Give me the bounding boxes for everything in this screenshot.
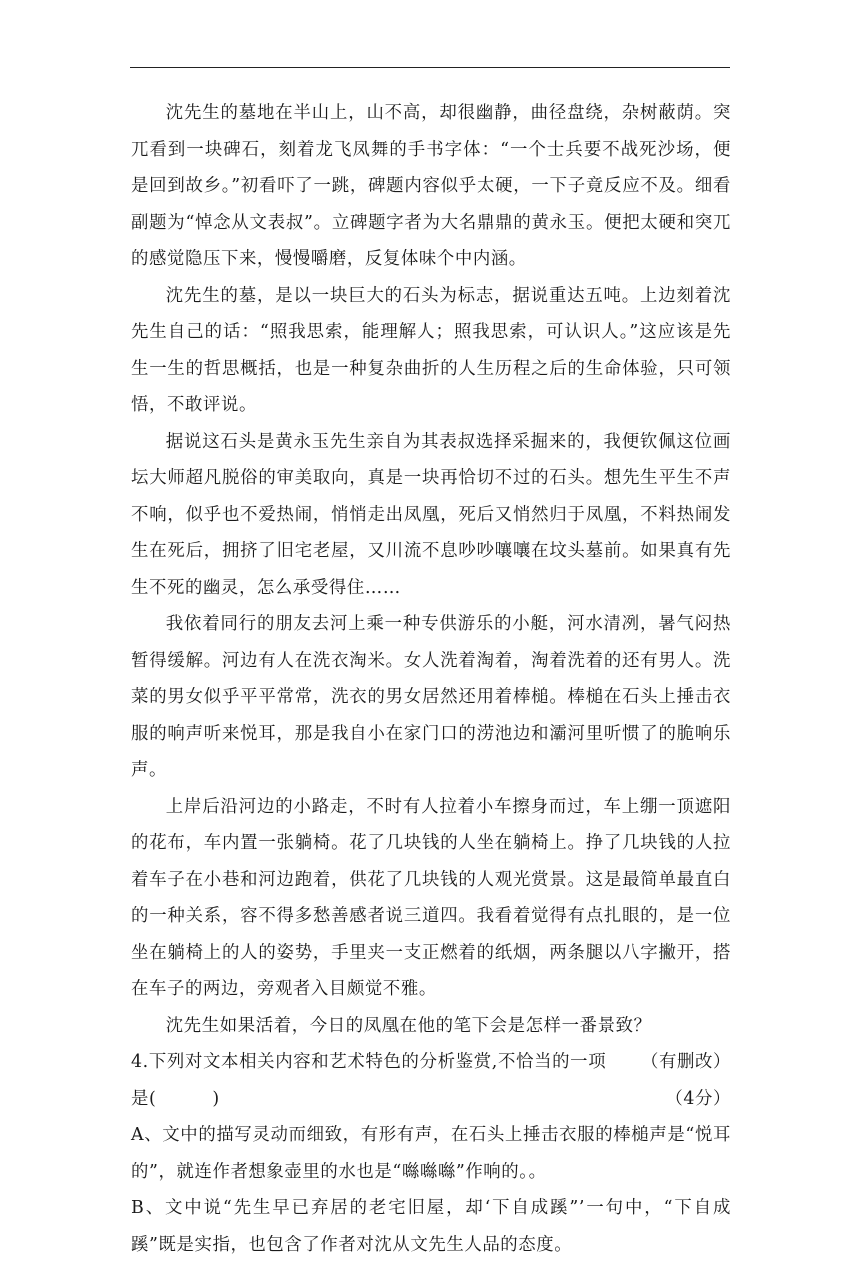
closing-text: 沈先生如果活着，今日的凤凰在他的笔下会是怎样一番景致？	[165, 1015, 652, 1036]
paragraph-1: 沈先生的墓地在半山上，山不高，却很幽静，曲径盘绕，杂树蔽荫。突兀看到一块碑石，刻着龙飞凤舞的手书字体：“一个士兵要不战死沙场，便是回到故乡。”初看吓了一跳，碑题内容似乎太硬，一下子竟反应不及。细看副题为“悼念从文表叔”。立碑题字者为大名鼎鼎的黄永玉。便把太硬和突兀的感觉隐压下来，慢慢嚼磨，反复体味个中内涵。	[131, 103, 731, 269]
option-a: A、文中的描写灵动而细致，有形有声，在石头上捶击衣服的棒槌声是“悦耳的”，就连作者想象壶里的水也是“噝噝噝”作响的。。	[131, 1125, 731, 1182]
question-stem-text: 4.下列对文本相关内容和艺术特色的分析鉴赏,不恰当的一项是(	[131, 1052, 607, 1109]
paragraph-2: 沈先生的墓，是以一块巨大的石头为标志，据说重达五吨。上边刻着沈先生自己的话：“照我思索，能理解人；照我思索，可认识人。”这应该是先生一生的哲思概括，也是一种复杂曲折的人生历程之后的生命体验，只可领悟，不敢评说。	[131, 285, 731, 415]
question-stem-close: )	[212, 1088, 220, 1109]
closing-paragraph	[131, 1008, 731, 1072]
edit-note: （有删改）	[641, 1052, 731, 1072]
paragraph-5: 上岸后沿河边的小路走，不时有人拉着小车擦身而过，车上绷一顶遮阳的花布，车内置一张躺椅。花了几块钱的人坐在躺椅上。挣了几块钱的人拉着车子在小巷和河边跑着，供花了几块钱的人观光赏景。这是最简单最直白的一种关系，容不得多愁善感者说三道四。我看着觉得有点扎眼的，是一位坐在躺椅上的人的姿势，手里夹一支正燃着的纸烟，两条腿以八字撇开，搭在车子的两边，旁观者入目颇觉不雅。	[131, 796, 731, 999]
question-score: （4分）	[665, 1088, 731, 1109]
paragraph-3: 据说这石头是黄永玉先生亲自为其表叔选择采掘来的，我便钦佩这位画坛大师超凡脱俗的审美取向，真是一块再恰切不过的石头。想先生平生不声不响，似乎也不爱热闹，悄悄走出凤凰，死后又悄然归于凤凰，不料热闹发生在死后，拥挤了旧宅老屋，又川流不息吵吵嚷嚷在坟头墓前。如果真有先生不死的幽灵，怎么承受得住……	[131, 431, 731, 598]
option-b: B、文中说“先生早已弃居的老宅旧屋，却‘下自成蹊”’一句中，“下自成蹊”既是实指，也包含了作者对沈从文先生人品的态度。	[131, 1198, 731, 1255]
paragraph-4: 我依着同行的朋友去河上乘一种专供游乐的小艇，河水清冽，暑气闷热暂得缓解。河边有人在洗衣淘米。女人洗着淘着，淘着洗着的还有男人。洗菜的男女似乎平平常常，洗衣的男女居然还用着棒槌。棒槌在石头上捶击衣服的响声听来悦耳，那是我自小在家门口的涝池边和灞河里听惯了的脆响乐声。	[131, 614, 731, 780]
article-body	[131, 95, 731, 1263]
header-rule	[130, 67, 730, 68]
